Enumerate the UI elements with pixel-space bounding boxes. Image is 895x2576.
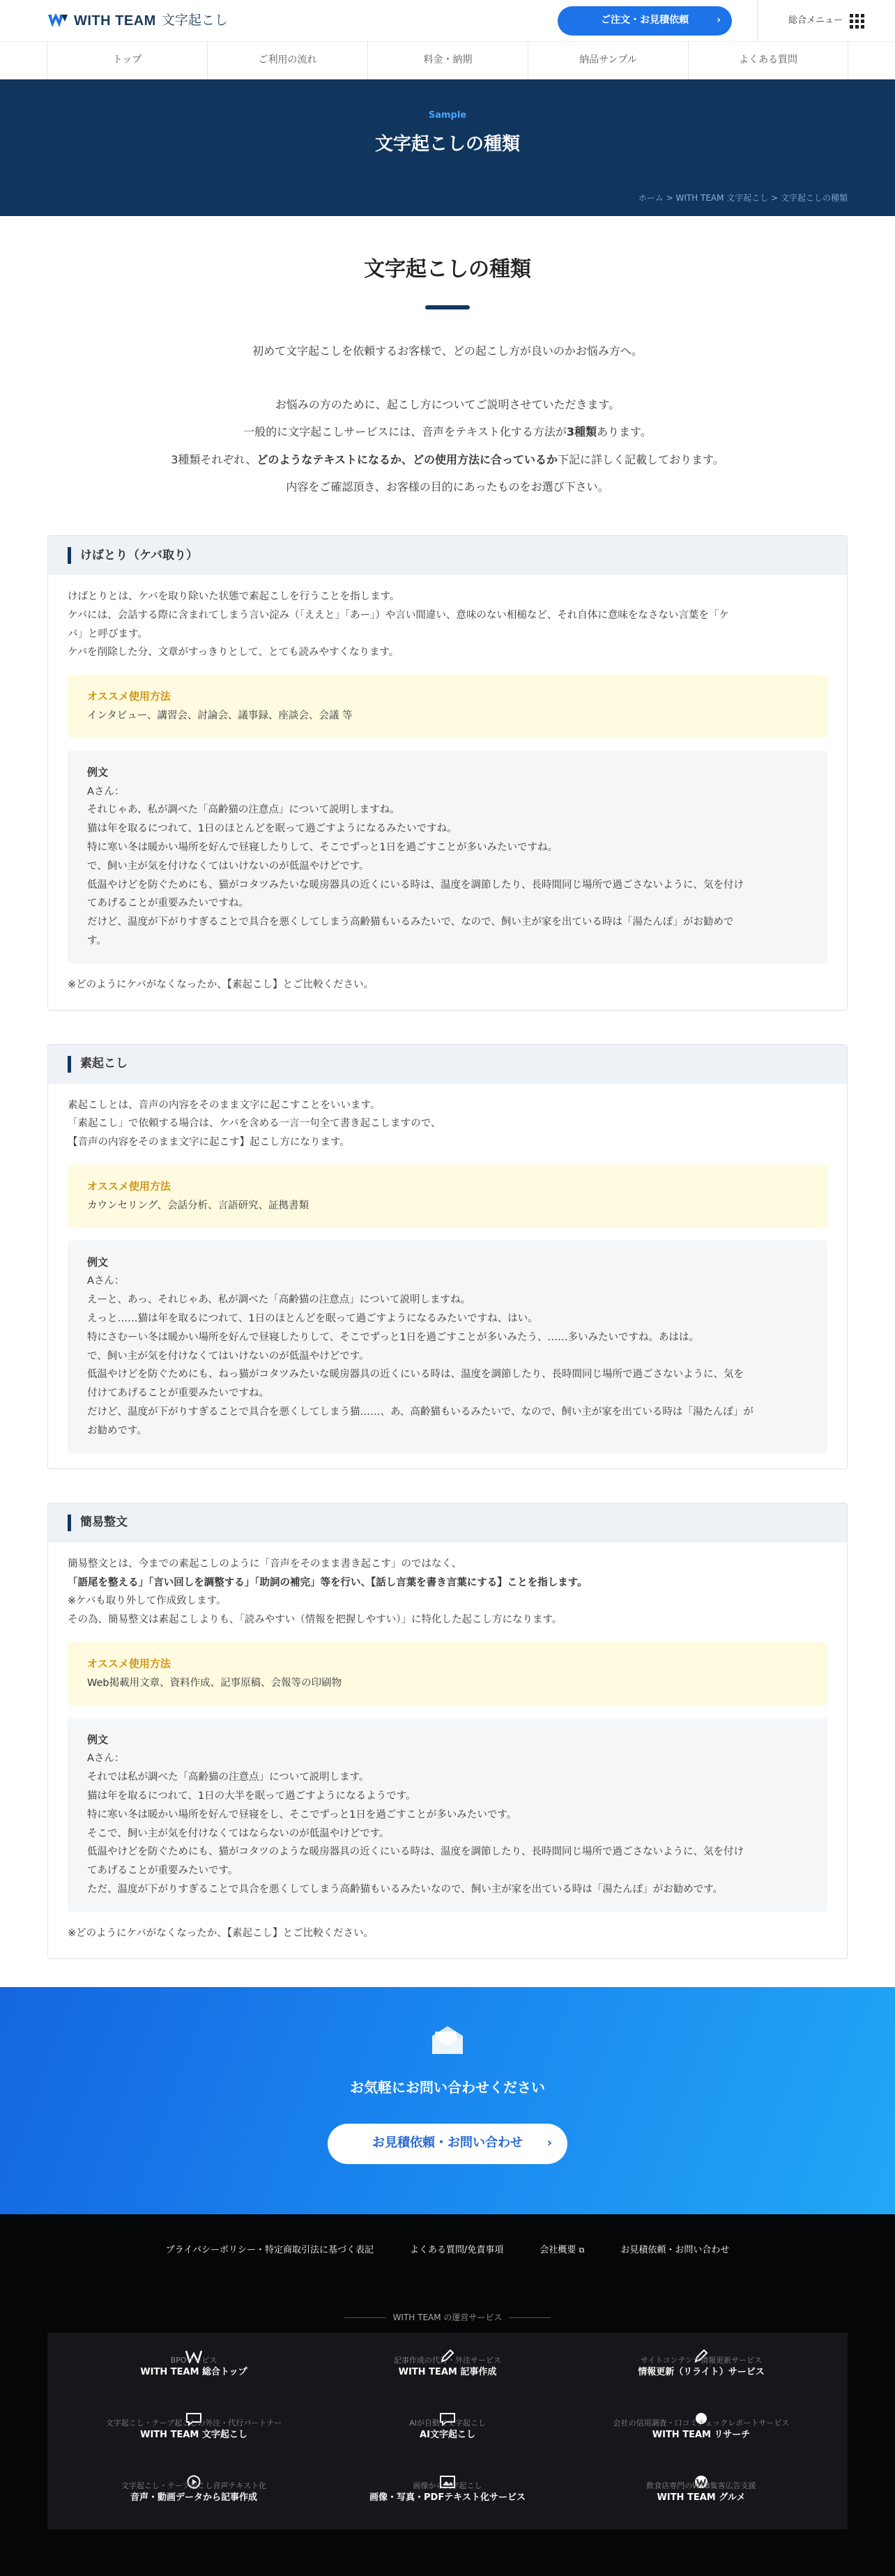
chevron-right-icon: › xyxy=(546,2136,552,2151)
service-name: WITH TEAM グルメ xyxy=(657,2492,746,2503)
card-kebatori xyxy=(47,535,848,1011)
site-logo[interactable] xyxy=(47,8,228,33)
service-link[interactable] xyxy=(329,2349,566,2380)
intro-text xyxy=(0,337,895,500)
example-line: で、飼い主が気を付けなくてはいけないのが低温やけどです。 xyxy=(87,860,369,872)
cta-title: お気軽にお問い合わせください xyxy=(350,2078,545,2096)
example-line: 猫は年を取るにつれて、1日の大半を眠って過ごすようになるようです。 xyxy=(87,1790,416,1802)
order-button-label: ご注文・お見積依頼 xyxy=(601,15,689,26)
example-line: そこで、飼い主が気を付けなくてはならないのが低温やけどです。 xyxy=(87,1827,390,1839)
card-note: ※どのようにケバがなくなったか、【素起こし】とご比較ください。 xyxy=(68,1927,374,1939)
envelope-icon xyxy=(428,2021,467,2060)
global-nav xyxy=(0,42,895,79)
use-text: インタビュー、講習会、討論会、議事録、座談会、会議 等 xyxy=(87,710,353,721)
example-line: す。 xyxy=(87,935,107,946)
example-box xyxy=(68,1241,827,1453)
card-desc: 簡易整文とは、今までの素起こしのように「音声をそのまま書き起こす」のではなく、 xyxy=(68,1558,462,1570)
footer-link-company[interactable]: 会社概要 ⧉ xyxy=(540,2244,585,2255)
service-sub: 文字起こし・テープ起こし音声テキスト化 xyxy=(121,2481,267,2490)
example-line: それじゃあ、私が調べた「高齢猫の注意点」について説明しますね。 xyxy=(87,804,400,816)
service-name: AI文字起こし xyxy=(420,2429,475,2440)
card-desc: 「素起こし」で依頼する場合は、ケバを含める一言一句全て書き起こしますので、 xyxy=(68,1118,441,1130)
general-menu-button[interactable] xyxy=(757,0,895,42)
card-desc: けばとりとは、ケバを取り除いた状態で素起こしを行うことを指します。 xyxy=(68,590,400,602)
example-line: 付けてあげることが重要みたいですね。 xyxy=(87,1388,269,1400)
page-hero xyxy=(0,79,895,216)
example-box xyxy=(68,1718,827,1912)
recommended-use-box xyxy=(68,1165,827,1228)
grid-menu-icon xyxy=(850,14,864,29)
use-text: カウンセリング、会話分析、言語研究、証拠書類 xyxy=(87,1199,309,1211)
example-line: 特にさむーい冬は暖かい場所を好んで昼寝したりして、そこでずっと1日を過ごすことが多いみたう、……多いみたいですね。あはは。 xyxy=(87,1331,700,1343)
service-sub: 文字起こし・テープ起こしの外注・代行パートナー xyxy=(105,2418,282,2428)
card-desc: ※ケバも取り外して作成致します。 xyxy=(68,1595,227,1607)
service-sub: 会社の信用調査・口コミチェックレポートサービス xyxy=(613,2418,790,2428)
w-logo-icon xyxy=(47,13,68,29)
title-underline xyxy=(425,305,470,309)
example-line: 猫は年を取るにつれて、1日のほとんどを眠って過ごすようになるみたいですね。 xyxy=(87,823,457,835)
service-link[interactable] xyxy=(583,2412,820,2443)
logo-text: WITH TEAM xyxy=(74,13,156,29)
service-sub: 飲食店専門のWEB集客広告支援 xyxy=(646,2481,756,2490)
footer-link-privacy[interactable]: プライバシーポリシー・特定商取引法に基づく表記 xyxy=(165,2244,374,2255)
nav-item-flow[interactable]: ご利用の流れ xyxy=(207,42,367,79)
chevron-right-icon: › xyxy=(717,15,721,26)
services-title: WITH TEAM の運営サービス xyxy=(0,2310,895,2326)
site-footer xyxy=(0,2214,895,2576)
service-sub: 記事作成の代行・外注サービス xyxy=(394,2355,501,2365)
hero-title: 文字起こしの種類 xyxy=(374,134,520,155)
contact-button[interactable] xyxy=(328,2124,567,2164)
recommended-use-box xyxy=(68,1642,827,1705)
card-desc: その為、簡易整文は素起こしよりも、「読みやすい（情報を把握しやすい）」に特化した起こし方になります。 xyxy=(68,1614,563,1626)
example-line: それでは私が調べた「高齢猫の注意点」について説明します。 xyxy=(87,1772,369,1784)
example-line: 特に寒い冬は暖かい場所を好んで昼寝をし、そこでずっと1日を過ごすことが多いみたいです。 xyxy=(87,1809,517,1820)
recommended-use-box xyxy=(68,675,827,738)
card-desc: ケバを削除した分、文章がすっきりとして、とても読みやすくなります。 xyxy=(68,647,399,659)
intro-line: お悩みの方のために、起こし方についてご説明させていただきます。 xyxy=(275,398,620,412)
service-link[interactable] xyxy=(75,2349,312,2380)
example-line: 特に寒い冬は暖かい場所を好んで昼寝したりして、そこでずっと1日を過ごすことが多いみたいですね。 xyxy=(87,841,558,853)
site-header xyxy=(0,0,895,42)
example-line: 低温やけどを防ぐためにも、猫がコタツのような暖房器具の近くにいる時は、温度を調節したり、長時間同じ場所で過ごさないように、気を付け xyxy=(87,1846,744,1858)
example-line: Aさん： xyxy=(87,1275,125,1287)
example-line: だけど、温度が下がりすぎることで具合を悪くしてしまう高齢猫もいるみたいで、なので、飼い主が家を出ている時は「湯たんぽ」がお勧めで xyxy=(87,917,734,928)
example-line: てあげることが重要みたいです。 xyxy=(87,1865,238,1877)
card-desc: ケバには、会話する際に含まれてしまう言い淀み（「ええと」「あー」）や言い間違い、意味のない相槌など、それ自体に意味をなさない言葉を「ケ xyxy=(68,609,729,621)
card-sokoshi xyxy=(47,1044,848,1469)
example-title: 例文 xyxy=(87,1255,109,1268)
service-link[interactable] xyxy=(75,2412,312,2443)
card-desc: 素起こしとは、音声の内容をそのまま文字に起こすことをいいます。 xyxy=(68,1099,381,1111)
contact-button-label: お見積依頼・お問い合わせ xyxy=(372,2136,523,2151)
service-name: WITH TEAM 文字起こし xyxy=(140,2429,247,2440)
breadcrumb[interactable]: ホーム > WITH TEAM 文字起こし > 文字起こしの種類 xyxy=(638,193,848,203)
service-sub: BPOサービス xyxy=(170,2355,217,2365)
page-title: 文字起こしの種類 xyxy=(364,257,531,282)
footer-link-faq[interactable]: よくある質問/免責事項 xyxy=(409,2244,504,2255)
example-line: Aさん： xyxy=(87,1753,125,1765)
card-desc: バ」と呼びます。 xyxy=(68,628,148,640)
card-desc: 【音声の内容をそのまま文字に起こす】起こし方になります。 xyxy=(68,1137,350,1149)
example-line: ただ、温度が下がりすぎることで具合を悪くしてしまう高齢猫もいるみたいなので、飼い主が家を出ている時は「湯たんぽ」がお勧めです。 xyxy=(87,1883,724,1895)
service-name: WITH TEAM 記事作成 xyxy=(398,2366,497,2377)
service-name: 画像・写真・PDFテキスト化サービス xyxy=(369,2492,526,2503)
card-note: ※どのようにケバがなくなったか、【素起こし】とご比較ください。 xyxy=(68,979,374,990)
example-title: 例文 xyxy=(87,765,109,779)
service-name: 音声・動画データから記事作成 xyxy=(130,2492,257,2503)
external-link-icon: ⧉ xyxy=(579,2245,585,2255)
example-line: 低温やけどを防ぐためにも、猫がコタツみたいな暖房器具の近くにいる時は、温度を調節したり、長時間同じ場所で過ごさないように、気を付け xyxy=(87,879,744,891)
example-line: で、飼い主が気を付けなくてはいけないのが低温やけどです。 xyxy=(87,1350,369,1362)
example-line: てあげることが重要みたいですね。 xyxy=(87,898,249,910)
example-line: えっと……猫は年を取るにつれて、1日のほとんどを眠って過ごすようになるみたいですね、はい。 xyxy=(87,1313,538,1324)
service-link[interactable] xyxy=(329,2412,566,2443)
service-name: WITH TEAM 総合トップ xyxy=(140,2366,247,2377)
nav-item-samples[interactable]: 納品サンプル xyxy=(528,42,688,79)
card-title: 簡易整文 xyxy=(48,1503,847,1542)
service-link[interactable] xyxy=(329,2475,566,2506)
service-link[interactable] xyxy=(583,2475,820,2506)
menu-label: 総合メニュー xyxy=(788,15,843,26)
nav-item-top[interactable]: トップ xyxy=(47,42,207,79)
service-sub: AIが自動で文字起こし xyxy=(409,2418,486,2428)
services-grid xyxy=(47,2333,848,2529)
nav-item-pricing[interactable]: 料金・納期 xyxy=(367,42,528,79)
use-title: オススメ使用方法 xyxy=(87,690,171,703)
example-box xyxy=(68,751,827,963)
hero-tag: Sample xyxy=(428,110,467,121)
service-link[interactable] xyxy=(75,2475,312,2506)
service-name: 情報更新（リライト）サービス xyxy=(638,2366,765,2377)
card-title: けばとり（ケバ取り） xyxy=(48,536,847,575)
example-line: お勧めです。 xyxy=(87,1425,147,1436)
example-title: 例文 xyxy=(87,1733,109,1746)
example-line: 低温やけどを防ぐためにも、ねっ猫がコタツみたいな暖房器具の近くにいる時は、温度を調節したり、長時間同じ場所で過ごさないように、気を xyxy=(87,1369,744,1381)
service-name: WITH TEAM リサーチ xyxy=(652,2429,751,2440)
service-sub: 画像から文字起こし xyxy=(413,2481,482,2490)
logo-sub: 文字起こし xyxy=(161,13,228,29)
intro-line: 初めて文字起こしを依頼するお客様で、どの起こし方が良いのかお悩み方へ。 xyxy=(252,344,643,358)
nav-item-faq[interactable]: よくある質問 xyxy=(688,42,848,79)
contact-cta xyxy=(0,1987,895,2214)
service-link[interactable] xyxy=(583,2349,820,2380)
intro-line: 3種類それぞれ、どのようなテキストになるか、どの使用方法に合っているか下記に詳しく記載しております。 xyxy=(171,452,724,466)
example-line: だけど、温度が下がりすぎることで具合を悪くしてしまう猫……、あ、高齢猫もいるみたいで、なので、飼い主が家を出ている時は「湯たんぽ」が xyxy=(87,1406,754,1418)
example-line: Aさん： xyxy=(87,785,125,797)
footer-links xyxy=(0,2242,895,2258)
order-estimate-button[interactable] xyxy=(558,6,732,36)
card-title: 素起こし xyxy=(48,1045,847,1084)
card-desc: 「語尾を整える」「言い回しを調整する」「助詞の補完」等を行い、【話し言葉を書き言葉にする】ことを指します。 xyxy=(68,1577,588,1588)
use-title: オススメ使用方法 xyxy=(87,1180,171,1193)
example-line: えーと、あっ、それじゃあ、私が調べた「高齢猫の注意点」について説明しますね。 xyxy=(87,1294,471,1306)
use-text: Web掲載用文章、資料作成、記事原稿、会報等の印刷物 xyxy=(87,1677,342,1689)
footer-link-contact[interactable]: お見積依頼・お問い合わせ xyxy=(620,2244,730,2255)
intro-line: 内容をご確認頂き、お客様の目的にあったものをお選び下さい。 xyxy=(286,480,609,493)
service-sub: サイトコンテンツ情報更新サービス xyxy=(640,2355,763,2365)
intro-line: 一般的に文字起こしサービスには、音声をテキスト化する方法が3種類あります。 xyxy=(243,425,652,439)
use-title: オススメ使用方法 xyxy=(87,1657,171,1670)
card-kani-seibun xyxy=(47,1503,848,1959)
